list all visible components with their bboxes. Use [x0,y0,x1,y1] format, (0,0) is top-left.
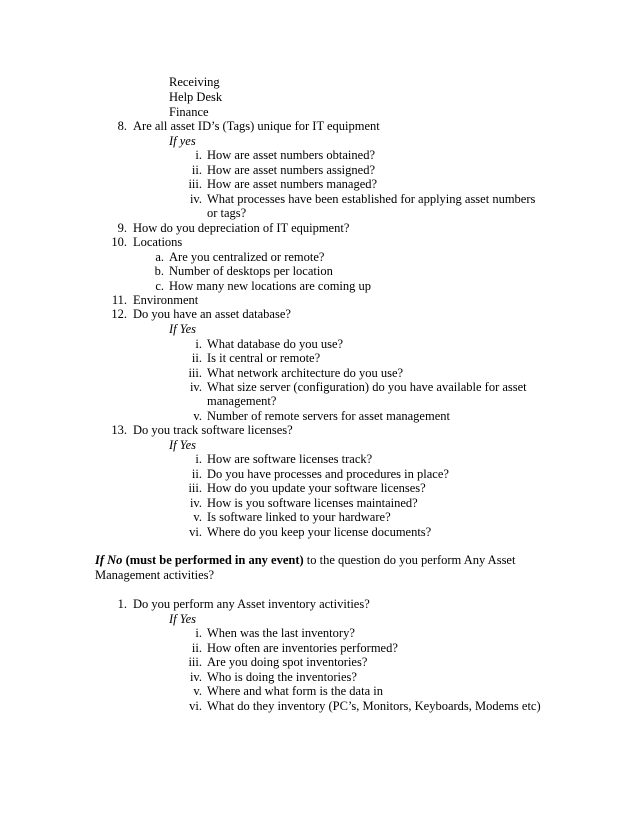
list-item: Receiving [169,75,220,89]
question-text: Do you track software licenses? [133,423,293,437]
sub-number: ii. [191,351,202,365]
sub-question: Number of desktops per location [169,264,333,278]
question-number: 11. [111,293,127,307]
sub-question: When was the last inventory? [207,626,355,640]
sub-number: i. [195,337,202,351]
question-number: 9. [117,221,127,235]
sub-number: iv. [189,380,202,394]
if-no-paragraph-line2: Management activities? [95,568,215,582]
question-text: Locations [133,235,183,249]
question-number: 1. [117,597,127,611]
question-text: Do you have an asset database? [133,307,291,321]
sub-question: What database do you use? [207,337,344,351]
question-number: 12. [111,307,127,321]
if-yes-label: If yes [169,134,196,148]
list-item: Help Desk [169,90,223,104]
sub-question: What processes have been established for applying asset numbers [207,192,536,206]
sub-letter: a. [155,250,164,264]
sub-number: vi. [189,699,202,713]
sub-number: ii. [191,163,202,177]
if-yes-label: If Yes [169,322,196,336]
sub-question: How many new locations are coming up [169,279,372,293]
sub-question: How are software licenses track? [207,452,373,466]
question-number: 8. [117,119,127,133]
sub-number: ii. [191,641,202,655]
sub-number: iii. [188,481,202,495]
sub-number: v. [193,684,202,698]
sub-question: How do you update your software licenses? [207,481,426,495]
sub-question: Is software linked to your hardware? [207,510,391,524]
question-text: How do you depreciation of IT equipment? [133,221,350,235]
sub-number: iii. [188,177,202,191]
question-text: Environment [133,293,199,307]
sub-question: How are asset numbers obtained? [207,148,375,162]
sub-letter: c. [155,279,164,293]
sub-question: Do you have processes and procedures in place? [207,467,449,481]
sub-letter: b. [154,264,164,278]
if-no-qualifier: (must be performed in any event) [122,553,304,567]
sub-number: iv. [189,192,202,206]
if-yes-label: If Yes [169,438,196,452]
sub-question: What network architecture do you use? [207,366,404,380]
sub-question: What size server (configuration) do you have available for asset [207,380,527,394]
sub-question: Is it central or remote? [207,351,321,365]
question-number: 13. [111,423,127,437]
sub-number: i. [195,626,202,640]
question-number: 10. [111,235,127,249]
question-text: Do you perform any Asset inventory activities? [133,597,370,611]
sub-question-continuation: or tags? [207,206,247,220]
sub-question: How often are inventories performed? [207,641,398,655]
sub-question: Number of remote servers for asset management [207,409,450,423]
question-text: Are all asset ID’s (Tags) unique for IT equipment [133,119,380,133]
if-no-paragraph-line1 [95,553,515,567]
sub-question: What do they inventory (PC’s, Monitors, Keyboards, Modems etc) [207,699,541,713]
sub-question: Are you doing spot inventories? [207,655,368,669]
sub-number: iv. [189,670,202,684]
sub-number: iv. [189,496,202,510]
sub-question: Where and what form is the data in [207,684,383,698]
sub-number: i. [195,148,202,162]
sub-question: How are asset numbers managed? [207,177,378,191]
sub-question: How is you software licenses maintained? [207,496,418,510]
sub-question: Who is doing the inventories? [207,670,357,684]
sub-question-continuation: management? [207,394,277,408]
sub-question: Where do you keep your license documents? [207,525,432,539]
list-item: Finance [169,105,209,119]
sub-number: v. [193,510,202,524]
if-no-text: to the question do you perform Any Asset [303,553,516,567]
sub-number: ii. [191,467,202,481]
if-no-label: If No [95,553,123,567]
sub-number: iii. [188,366,202,380]
if-yes-label: If Yes [169,612,196,626]
sub-number: i. [195,452,202,466]
sub-number: iii. [188,655,202,669]
sub-number: v. [193,409,202,423]
sub-question: How are asset numbers assigned? [207,163,376,177]
sub-question: Are you centralized or remote? [169,250,325,264]
sub-number: vi. [189,525,202,539]
